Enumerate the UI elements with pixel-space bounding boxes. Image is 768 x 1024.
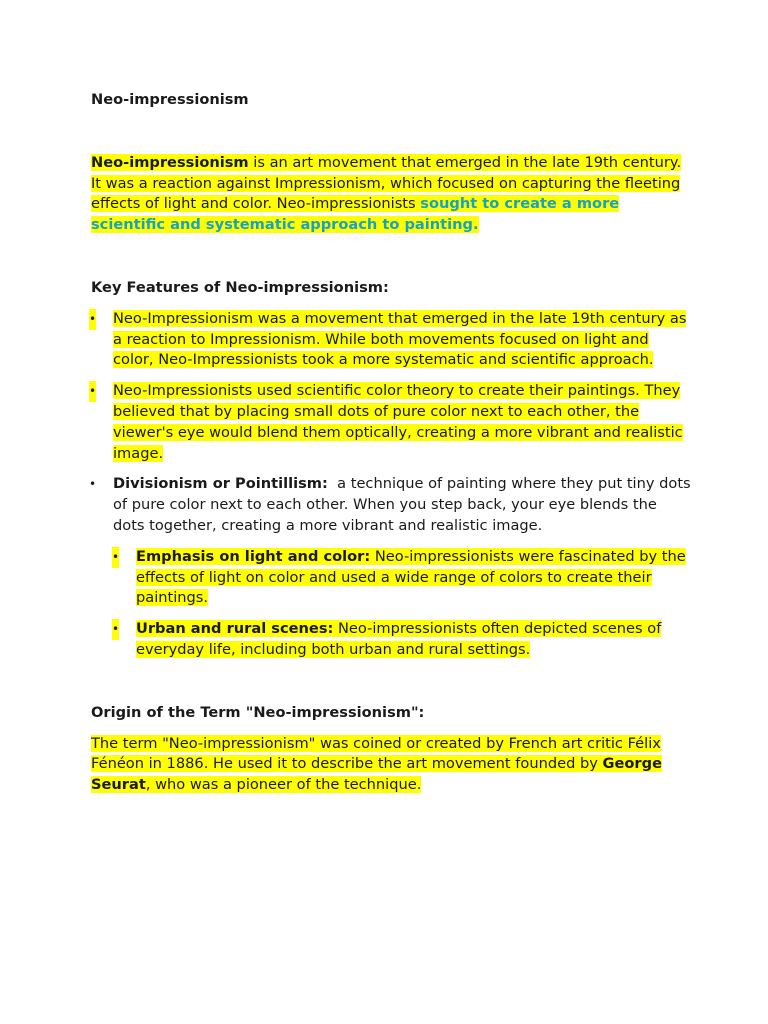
list-item-bold: Divisionism or Pointillism: bbox=[113, 475, 328, 493]
subitem-text: Neo-impressionists often depicted scenes of everyday life, including both urban and rural settings. bbox=[136, 620, 662, 658]
list-item bbox=[89, 474, 696, 536]
subitem-text: Neo-impressionists were fascinated by the effects of light on color and used a wide range of colors to create their paintings. bbox=[136, 547, 686, 607]
list-item bbox=[91, 381, 691, 464]
subitem-highlight bbox=[136, 548, 686, 607]
list-subitem bbox=[91, 547, 691, 609]
bullet-icon: • bbox=[89, 309, 96, 330]
origin-text-end: , who was a pioneer of the technique. bbox=[145, 776, 422, 794]
origin-heading: Origin of the Term "Neo-impressionism": bbox=[91, 703, 425, 721]
key-features-list bbox=[89, 309, 696, 661]
document-title: Neo-impressionism bbox=[91, 91, 249, 108]
intro-text: is an art movement that emerged in the late 19th century. It was a reaction against Impressionism, which focused on capturing the fleeting effects of light and color. Neo-impressionists bbox=[91, 153, 682, 213]
intro-accent-text: sought to create a more scientific and systematic approach to painting. bbox=[91, 195, 620, 234]
list-subitem bbox=[91, 619, 691, 661]
subitem-highlight bbox=[136, 620, 661, 658]
intro-highlight bbox=[91, 154, 681, 233]
subitem-bold: Urban and rural scenes: bbox=[136, 620, 334, 638]
origin-name: George Seurat bbox=[91, 755, 662, 794]
list-item-text: a technique of painting where they put tiny dots of pure color next to each other. When you step back, your eye blends the dots together, creating a more vibrant and realistic image. bbox=[113, 475, 696, 534]
bullet-icon: • bbox=[89, 381, 96, 402]
origin-paragraph bbox=[91, 734, 691, 796]
bullet-icon: • bbox=[112, 619, 119, 640]
subitem-bold: Emphasis on light and color: bbox=[136, 547, 371, 565]
document-page bbox=[89, 90, 696, 796]
bullet-icon: • bbox=[112, 547, 119, 568]
intro-term: Neo-impressionism bbox=[91, 153, 249, 171]
key-features-heading: Key Features of Neo-impressionism: bbox=[91, 278, 389, 296]
intro-paragraph bbox=[91, 153, 691, 236]
list-item-text: Neo-Impressionists used scientific color theory to create their paintings. They believed that by placing small dots of pure color next to each other, the viewer's eye would blend them optically, creating a more vibrant and realistic image. bbox=[113, 382, 683, 462]
list-item bbox=[91, 309, 691, 371]
list-item-text: Neo-Impressionism was a movement that emerged in the late 19th century as a reaction to Impressionism. While both movements focused on light and color, Neo-Impressionists took a more systematic and scientific approach. bbox=[113, 309, 687, 369]
origin-highlight bbox=[91, 735, 662, 794]
origin-text: The term "Neo-impressionism" was coined or created by French art critic Félix Fénéon in 1886. He used it to describe the art movement founded by bbox=[91, 734, 661, 773]
bullet-icon: • bbox=[89, 477, 97, 492]
